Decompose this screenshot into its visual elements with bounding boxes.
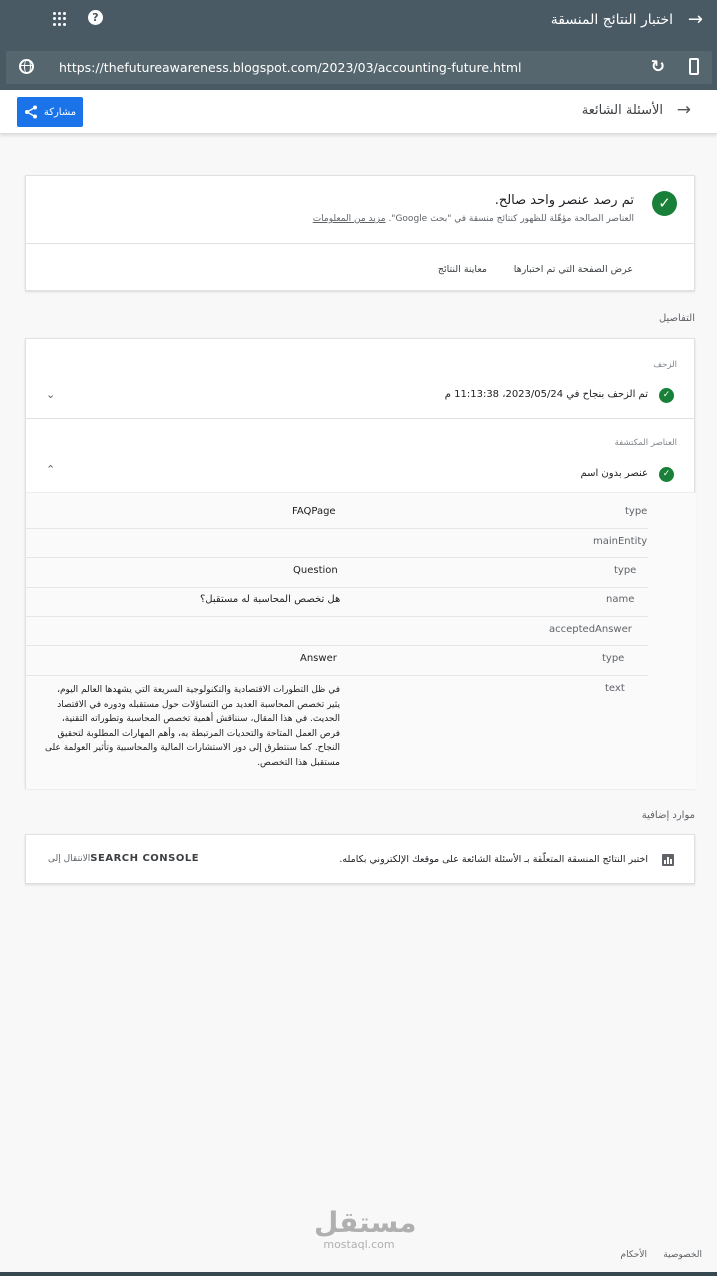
bar-chart-icon — [662, 854, 674, 866]
share-button[interactable] — [17, 97, 83, 127]
globe-icon — [19, 59, 34, 74]
resources-card — [25, 834, 695, 884]
table-key: acceptedAnswer — [549, 624, 632, 635]
privacy-link[interactable]: الخصوصية — [663, 1250, 702, 1260]
summary-card — [25, 175, 695, 291]
go-to-label: الانتقال إلى — [48, 854, 91, 864]
table-row-divider — [26, 528, 648, 529]
mobile-device-icon[interactable] — [689, 58, 699, 75]
app-bar — [0, 0, 717, 90]
divider — [26, 243, 694, 244]
table-value: هل تخصص المحاسبة له مستقبل؟ — [200, 594, 341, 605]
table-value: Answer — [300, 653, 337, 664]
answer-text: في ظل التطورات الاقتصادية والتكنولوجية السريعة التي يشهدها العالم اليوم، يثير تخصص المحاسبة العديد من التساؤلات حول مستقبله ودوره في الاقتصاد الحديث. في هذا المقال، سنناقش أهمية تخصص المحاسبة وتطوراته التقنية، فرص العمل المتاحة والتحديات المرتبطة به، وأهم المهارات المطلوبة لتحقيق النجاح. كما سنتطرق إلى دور الاستشارات المالية والمحاسبية وتأثير العولمة على مستقبل هذا التخصص. — [45, 685, 340, 768]
details-section-label: التفاصيل — [658, 313, 695, 324]
item-details-table — [26, 492, 696, 789]
share-icon — [24, 105, 38, 119]
chevron-down-icon[interactable]: ⌄ — [46, 388, 56, 401]
table-key: name — [606, 594, 635, 605]
table-row-divider — [26, 587, 648, 588]
crawl-status: تم الزحف بنجاح في 2023/05/24، 11:13:38 م — [444, 389, 648, 400]
app-title: اختبار النتائج المنسقة — [550, 12, 673, 28]
table-key: mainEntity — [593, 536, 648, 547]
reload-icon[interactable]: ↻ — [650, 57, 665, 77]
table-row-divider — [26, 645, 648, 646]
page-title: الأسئلة الشائعة — [581, 103, 663, 118]
check-circle-icon: ✓ — [659, 388, 674, 403]
table-row-divider — [26, 557, 648, 558]
detected-item-name: عنصر بدون اسم — [580, 468, 648, 479]
resources-text: اختبر النتائج المنسقة المتعلّقة بـ الأسئلة الشائعة على موقعك الإلكتروني بكامله. — [339, 854, 648, 865]
watermark-en: mostaql.com — [323, 1238, 395, 1251]
url-bar[interactable] — [6, 51, 712, 84]
watermark-ar: مستقل — [314, 1206, 417, 1239]
summary-subtitle — [313, 214, 634, 224]
table-row-divider — [26, 675, 648, 676]
back-arrow-icon[interactable]: → — [687, 9, 703, 30]
divider — [26, 418, 694, 419]
table-row-divider — [26, 616, 648, 617]
back-arrow-icon[interactable]: → — [676, 100, 691, 120]
resources-section-label: موارد إضافية — [641, 810, 695, 821]
summary-title: تم رصد عنصر واحد صالح. — [494, 193, 634, 208]
terms-link[interactable]: الأحكام — [620, 1250, 647, 1260]
check-circle-icon: ✓ — [659, 467, 674, 482]
chevron-up-icon[interactable]: ⌃ — [46, 463, 56, 476]
details-card — [25, 338, 695, 788]
bottom-edge — [0, 1272, 717, 1276]
apps-grid-icon[interactable] — [53, 12, 67, 26]
summary-subtitle-text: العناصر الصالحة مؤهّلة للظهور كنتائج منسقة في "بحث Google". — [388, 214, 634, 224]
table-value: FAQPage — [292, 506, 336, 517]
view-tested-page-button[interactable]: عرض الصفحة التي تم اختبارها — [513, 264, 633, 275]
watermark-logo — [314, 1206, 417, 1251]
learn-more-link[interactable]: مزيد من المعلومات — [312, 214, 386, 224]
preview-results-button[interactable]: معاينة النتائج — [437, 264, 487, 275]
check-circle-icon: ✓ — [652, 191, 677, 216]
crawl-label: الزحف — [653, 360, 677, 370]
url-text[interactable]: https://thefutureawareness.blogspot.com/2023/03/accounting-future.html — [59, 60, 522, 75]
detected-items-label: العناصر المكتشفة — [614, 438, 677, 448]
sub-header — [0, 90, 717, 134]
help-icon[interactable]: ? — [88, 10, 103, 25]
share-button-label: مشاركة — [43, 106, 77, 118]
search-console-link[interactable] — [43, 853, 199, 864]
search-console-label: SEARCH CONSOLE — [90, 853, 200, 864]
table-value: Question — [293, 565, 338, 576]
table-key: type — [602, 653, 625, 664]
table-key: type — [625, 506, 648, 517]
table-key: text — [605, 683, 625, 694]
table-key: type — [614, 565, 637, 576]
